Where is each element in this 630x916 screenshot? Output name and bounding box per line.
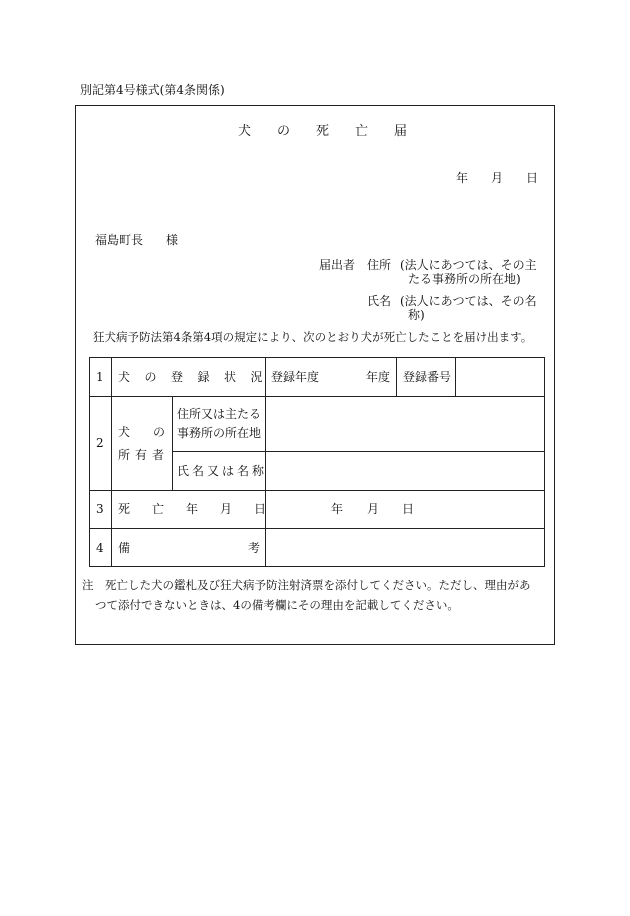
date-month: 月 [491, 171, 504, 185]
row2-label-bottom: 所有者 [118, 448, 170, 462]
row3-year: 年 [331, 502, 344, 516]
submitter-name-note-cont: 称) [408, 308, 425, 322]
addressee-name: 福島町長 [95, 233, 144, 247]
addressee-honorific: 様 [166, 233, 179, 247]
submitter-name-label: 氏名 [367, 294, 392, 308]
form-number-note: 別記第4号様式(第4条関係) [80, 83, 225, 97]
row1-number: 1 [96, 370, 104, 384]
row1-year-unit: 年度 [366, 370, 391, 384]
footnote-line-2: つて添付できないときは、4の備考欄にその理由を記載してください。 [95, 598, 459, 612]
statement-text: 狂犬病予防法第4条第4項の規定により、次のとおり犬が死亡したことを届け出ます。 [93, 330, 533, 344]
form-title: 犬 の 死 亡 届 [238, 124, 408, 139]
submitter-address-note-cont: たる事務所の所在地) [408, 272, 521, 286]
footnote-line-1: 注 死亡した犬の鑑札及び狂犬病予防注射済票を添付してください。ただし、理由があ [82, 578, 531, 592]
row3-month: 月 [367, 502, 380, 516]
submitter-label: 届出者 [319, 258, 356, 272]
submitter-name-note: (法人にあつては、その名 [400, 294, 537, 308]
row2-number: 2 [96, 436, 104, 450]
row4-number: 4 [96, 541, 104, 555]
row1-year-label: 登録年度 [271, 370, 320, 384]
row2-address-label: 住所又は主たる [177, 407, 262, 421]
row4-label: 備考 [118, 541, 379, 555]
row1-label-text: 犬の登録状況 [118, 370, 278, 384]
row2-label-top: 犬の [118, 425, 189, 439]
date-day: 日 [526, 171, 539, 185]
submitter-address-label: 住所 [367, 258, 392, 272]
row2-name-label: 氏名又は名称 [177, 464, 268, 478]
date-year: 年 [456, 171, 469, 185]
row1-label [118, 370, 278, 384]
row1-number-label: 登録番号 [403, 370, 452, 384]
row3-day: 日 [402, 502, 415, 516]
row3-label: 死亡年月日 [118, 502, 289, 516]
row2-address-label-cont: 事務所の所在地 [177, 426, 262, 440]
row3-number: 3 [96, 502, 104, 516]
submitter-address-note: (法人にあつては、その主 [400, 258, 537, 272]
